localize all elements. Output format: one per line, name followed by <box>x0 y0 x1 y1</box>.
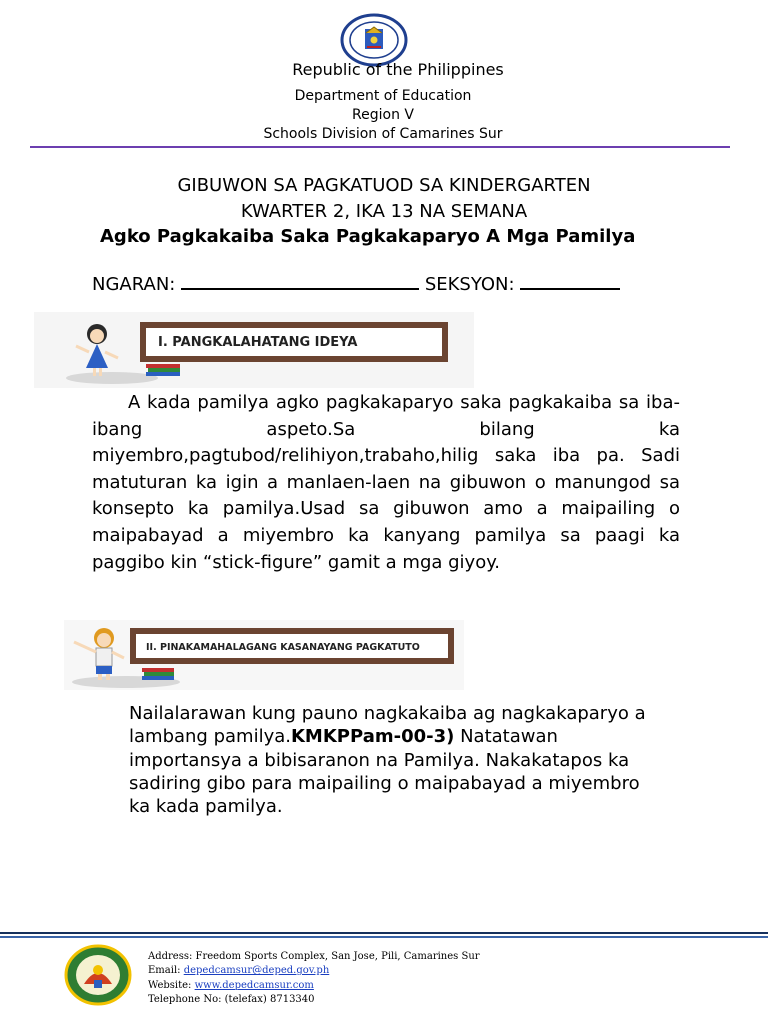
region-line: Region V <box>352 107 414 123</box>
deped-seal-icon <box>340 13 408 67</box>
title-line-1: GIBUWON SA PAGKATUOD SA KINDERGARTEN <box>177 175 591 196</box>
name-blank[interactable] <box>181 270 419 290</box>
name-label: NGARAN: <box>92 274 176 295</box>
competency-3: Nakakatapos ka sadiring gibo para maipailing o maipabayad a miyembro ka kada pamilya. <box>129 749 640 818</box>
footer-address: Address: Freedom Sports Complex, San Jose, Pili, Camarines Sur <box>148 951 480 962</box>
footer-website-link[interactable]: www.depedcamsur.com <box>194 979 314 991</box>
general-idea-text: A kada pamilya agko pagkakaparyo saka pagkakaiba sa iba-ibang aspeto.Sa bilang ka miyembro,pagtubod/relihiyon,trabaho,hilig saka iba pa. Sadi matuturan ka igin a manlaen-laen na gibuwon o manungod sa konsepto ka pamilya.Usad sa gibuwon amo a maipailing o maipabayad a miyembro ka kanyang pamilya sa paagi ka paggibo kin “stick-figure” gamit a mga giyoy. <box>92 392 680 573</box>
division-line: Schools Division of Camarines Sur <box>263 126 503 142</box>
section-1-banner: I. PANGKALAHATANG IDEYA <box>140 322 448 362</box>
section-blank[interactable] <box>520 270 620 290</box>
footer-contact <box>148 950 480 1007</box>
section-label: SEKSYON: <box>424 274 515 295</box>
competencies-text <box>129 702 659 818</box>
footer-email-label: Email: <box>148 965 184 977</box>
footer-telephone: Telephone No: (telefax) 8713340 <box>148 993 315 1005</box>
section-2-banner: II. PINAKAMAHALAGANG KASANAYANG PAGKATUTO <box>130 628 454 664</box>
name-section-row <box>92 270 620 295</box>
footer-divider <box>0 936 768 938</box>
footer-email-row <box>148 964 480 978</box>
competency-2: Natatawan importansya a bibisaranon na Pamilya. <box>129 726 558 771</box>
footer-website-label: Website: <box>148 979 195 991</box>
footer-divider <box>0 932 768 934</box>
title-line-2: KWARTER 2, IKA 13 NA SEMANA <box>240 201 528 222</box>
footer-website-row <box>148 979 480 993</box>
republic-line: Republic of the Philippines <box>292 60 504 79</box>
division-seal-icon <box>64 944 132 1006</box>
competency-1: Nailalarawan kung pauno nagkakaiba ag nagkakaparyo a lambang pamilya. <box>129 703 646 748</box>
general-idea-paragraph <box>92 390 680 576</box>
footer-email-link[interactable]: depedcamsur@deped.gov.ph <box>183 965 330 977</box>
department-line: Department of Education <box>294 88 472 104</box>
lesson-title: Agko Pagkakaiba Saka Pagkakaparyo A Mga Pamilya <box>100 226 636 247</box>
competency-code: KMKPPam-00-3) <box>290 726 455 748</box>
header-divider <box>30 146 730 148</box>
